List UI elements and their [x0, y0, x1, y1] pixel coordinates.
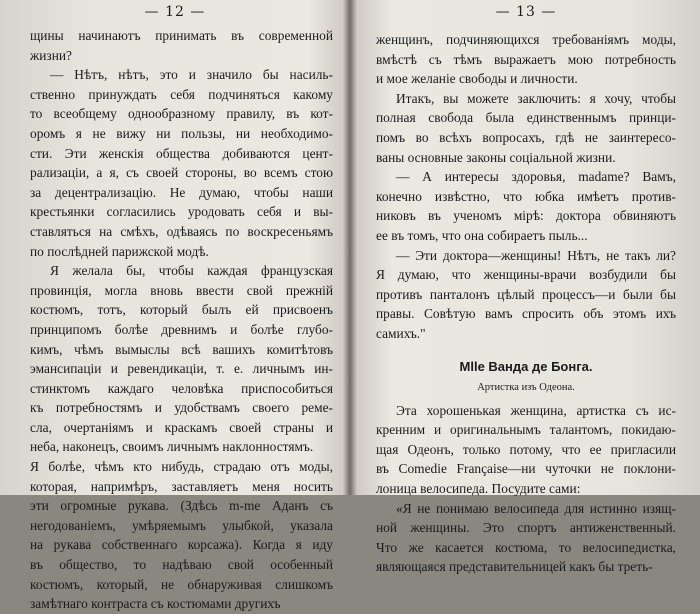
- text-line: самихъ.": [376, 325, 426, 341]
- left-page-number: — 12 —: [144, 4, 206, 20]
- text-line: — Эти доктора—женщины! Нѣтъ, не такъ ли?: [396, 247, 676, 263]
- right-page: [352, 0, 700, 575]
- left-page: [0, 0, 350, 612]
- right-page-number: — 13 —: [495, 4, 557, 20]
- text-line: помъ во всѣхъ вопросахъ, гдѣ не заинтересо-: [376, 129, 676, 145]
- text-line: «Я не понимаю велосипеда для истинно изящ-: [396, 500, 676, 516]
- text-line: провинція, могла вновь ввести свой прежній: [30, 282, 333, 298]
- text-line: Я болѣе, чѣмъ кто нибудь, страдаю отъ моды,: [30, 459, 333, 475]
- text-line: въ общество, то надѣваю свой особенный: [30, 557, 333, 573]
- text-line: противъ панталонъ цѣлый процессъ—и были бы: [376, 286, 676, 302]
- text-line: Эта хорошенькая женщина, артистка съ ис-: [396, 402, 676, 418]
- text-line: сла, очертаніямъ и краскамъ своей страны и: [30, 419, 333, 435]
- text-line: по послѣдней парижской модѣ.: [30, 243, 209, 259]
- text-line: жизни?: [30, 47, 72, 63]
- text-line: женщинъ, подчиняющихся требованіямъ моды,: [376, 32, 676, 47]
- left-page-text: [30, 26, 333, 614]
- text-line: оромъ я не вижу ни пользы, ни необходимо-: [30, 125, 333, 141]
- text-line: правы. Совѣтую вамъ спросить объ этомъ ихъ: [376, 306, 676, 322]
- text-line: ее въ томъ, что она собираетъ пыль...: [376, 227, 588, 243]
- text-line: принципомъ болѣе древнимъ и болѣе глубо-: [30, 321, 333, 337]
- text-line: въ Comedie Française—ни чуточки не поклони-: [376, 461, 676, 477]
- section-title: Mlle Ванда де Бонга.: [459, 358, 593, 374]
- text-line: являющаяся представительницей какъ бы треть-: [376, 559, 653, 575]
- text-line: ственно принуждать себя подчиняться какому: [30, 86, 333, 102]
- text-line: щая Одеонъ, только потому, что ее пригласили: [376, 441, 676, 457]
- text-line: вмѣстѣ съ тѣмъ выражаетъ мою потребность: [376, 51, 676, 67]
- text-line: кренним и оригинальнымъ талантомъ, покидаю-: [376, 422, 676, 438]
- text-line: крестьянки согласились уродовать себя и вы-: [30, 204, 333, 220]
- text-line: негодованіемъ, умѣряемымъ улыбкой, указала: [30, 517, 333, 533]
- text-line: которая, напримѣръ, заставляетъ меня носить: [30, 478, 333, 494]
- text-line: стинктомъ каждаго человѣка приспособиться: [30, 380, 333, 396]
- text-line: костюмъ, который, не обнаруживая слишкомъ: [30, 576, 333, 592]
- text-line: полная свобода была единственнымъ принци-: [376, 110, 676, 126]
- text-line: — Нѣтъ, нѣтъ, это и значило бы насиль-: [50, 67, 333, 83]
- text-line: — А интересы здоровья, madame? Вамъ,: [396, 169, 676, 185]
- text-line: замѣтнаго контраста съ костюмами другихъ: [30, 596, 281, 612]
- text-line: ваны основные законы соціальной жизни.: [376, 149, 616, 165]
- text-line: кимъ, чѣмъ вымыслы всѣ вашихъ комитѣтовъ: [30, 341, 333, 357]
- text-line: Я желала бы, чтобы каждая французская: [50, 263, 333, 279]
- text-line: Что же касается костюма, то велосипедистка,: [376, 539, 676, 555]
- text-line: лоница велосипеда. Посудите сами:: [376, 481, 581, 497]
- text-line: Итакъ, вы можете заключить: я хочу, чтобы: [396, 90, 676, 106]
- text-line: неба, наконецъ, своимъ личнымъ наклонностямъ.: [30, 439, 314, 455]
- text-line: ставляться на смѣхъ, одѣваясь по воскресеньямъ: [30, 223, 333, 239]
- text-line: и мое желаніе свободы и личности.: [376, 71, 578, 87]
- text-line: Я думаю, что женщины-врачи возбудили бы: [376, 267, 676, 283]
- right-page-text-bottom: [376, 401, 676, 577]
- text-line: костюмъ, тотъ, который былъ ей присвоенъ: [30, 302, 333, 318]
- right-page-text: [376, 30, 676, 577]
- text-line: сти. Эти женскія общества добиваются цент-: [30, 145, 333, 161]
- text-line: щины начинаютъ принимать въ современной: [30, 28, 333, 43]
- right-page-text-top: [376, 30, 676, 344]
- text-line: къ потребностямъ и удобствамъ своего ремe-: [30, 400, 333, 416]
- text-line: конечно извѣстно, что юбка имѣетъ против-: [376, 188, 676, 204]
- text-line: ной женщины. Это спортъ антиженственный.: [376, 520, 676, 536]
- text-line: никовъ въ ученомъ мірѣ: доктора обвиняютъ: [376, 208, 676, 224]
- section-subtitle: Артистка изъ Одеона.: [477, 382, 575, 394]
- text-line: то всеобщему однообразному правилу, въ кот-: [30, 106, 333, 122]
- text-line: за децентрализацію. Не думаю, чтобы наши: [30, 184, 333, 200]
- text-line: рализаціи, а я, съ своей стороны, во всемъ стою: [30, 165, 333, 181]
- text-line: эмансипаціи и ревендикаціи, т. е. личнымъ ин-: [30, 361, 333, 377]
- text-line: эти огромные рукава. (Здѣсь m-me Аданъ съ: [30, 498, 333, 514]
- text-line: на рукава собственнаго корсажа). Когда я иду: [30, 537, 333, 553]
